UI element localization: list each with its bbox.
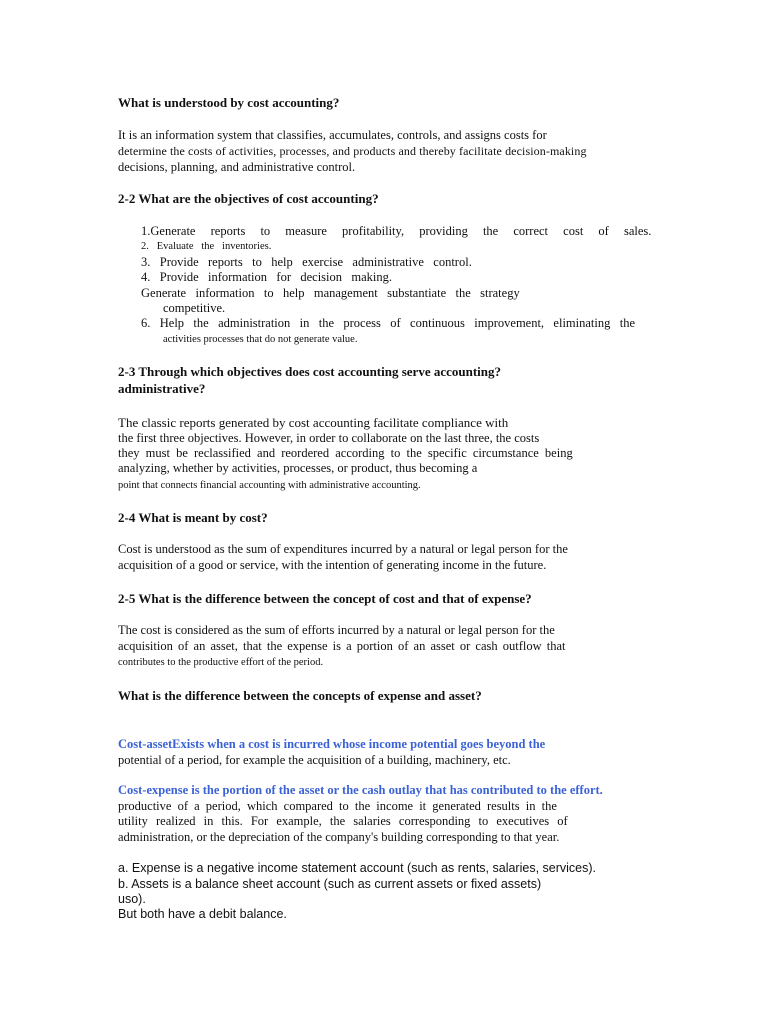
paragraph-line: utility realized in this. For example, the salaries corresponding to executives of	[118, 814, 568, 828]
heading-cost-accounting: What is understood by cost accounting?	[118, 95, 340, 110]
cost-asset-term: Cost-assetExists when a cost is incurred whose income potential goes beyond the	[118, 737, 546, 751]
paragraph-line: administration, or the depreciation of the company's building corresponding to that year.	[118, 830, 560, 844]
list-item-assets-cont: uso).	[118, 892, 146, 906]
paragraph-line: the first three objectives. However, in order to collaborate on the last three, the costs	[118, 431, 540, 445]
paragraph-line: decisions, planning, and administrative control.	[118, 160, 356, 174]
paragraph-line: It is an information system that classifies, accumulates, controls, and assigns costs for	[118, 128, 547, 142]
list-item: 4. Provide information for decision making.	[141, 270, 393, 284]
paragraph-line: point that connects financial accounting with administrative accounting.	[118, 480, 421, 491]
paragraph-line: they must be reclassified and reordered according to the specific circumstance being	[118, 446, 573, 460]
paragraph-line: potential of a period, for example the acquisition of a building, machinery, etc.	[118, 753, 511, 767]
list-item-continuation: competitive.	[163, 301, 226, 315]
paragraph-line: productive of a period, which compared to the income it generated results in the	[118, 799, 557, 813]
list-item: 1.Generate reports to measure profitability, providing the correct cost of sales.	[141, 224, 652, 238]
cost-expense-term: Cost-expense is the portion of the asset or the cash outlay that has contributed to the effort.	[118, 783, 603, 797]
list-item: 6. Help the administration in the process of continuous improvement, eliminating the	[141, 316, 636, 330]
heading-cost-vs-expense: 2-5 What is the difference between the concept of cost and that of expense?	[118, 591, 532, 606]
list-item: Generate information to help management substantiate the strategy	[141, 286, 520, 300]
heading-cost-meaning: 2-4 What is meant by cost?	[118, 510, 268, 525]
list-item-assets: b. Assets is a balance sheet account (such as current assets or fixed assets)	[118, 877, 542, 891]
paragraph-line: contributes to the productive effort of the period.	[118, 657, 324, 668]
heading-objectives: 2-2 What are the objectives of cost accounting?	[118, 191, 379, 206]
closing-line: But both have a debit balance.	[118, 907, 287, 921]
paragraph-line: Cost is understood as the sum of expenditures incurred by a natural or legal person for the	[118, 542, 568, 556]
heading-administrative-objectives-cont: administrative?	[118, 381, 206, 396]
paragraph-line: analyzing, whether by activities, processes, or product, thus becoming a	[118, 461, 478, 475]
paragraph-line: determine the costs of activities, processes, and products and thereby facilitate decision-making	[118, 144, 587, 158]
heading-expense-vs-asset: What is the difference between the concepts of expense and asset?	[118, 688, 482, 703]
heading-administrative-objectives: 2-3 Through which objectives does cost accounting serve accounting?	[118, 364, 502, 379]
list-item-continuation: activities processes that do not generate value.	[163, 334, 358, 345]
paragraph-line: acquisition of a good or service, with the intention of generating income in the future.	[118, 558, 547, 572]
list-item-expense: a. Expense is a negative income statement account (such as rents, salaries, services).	[118, 861, 597, 875]
paragraph-line: The cost is considered as the sum of efforts incurred by a natural or legal person for the	[118, 623, 555, 637]
paragraph-line: acquisition of an asset, that the expense is a portion of an asset or cash outflow that	[118, 639, 566, 653]
list-item: 3. Provide reports to help exercise administrative control.	[141, 255, 472, 269]
paragraph-line: The classic reports generated by cost accounting facilitate compliance with	[118, 415, 509, 430]
list-item: 2. Evaluate the inventories.	[141, 241, 272, 252]
